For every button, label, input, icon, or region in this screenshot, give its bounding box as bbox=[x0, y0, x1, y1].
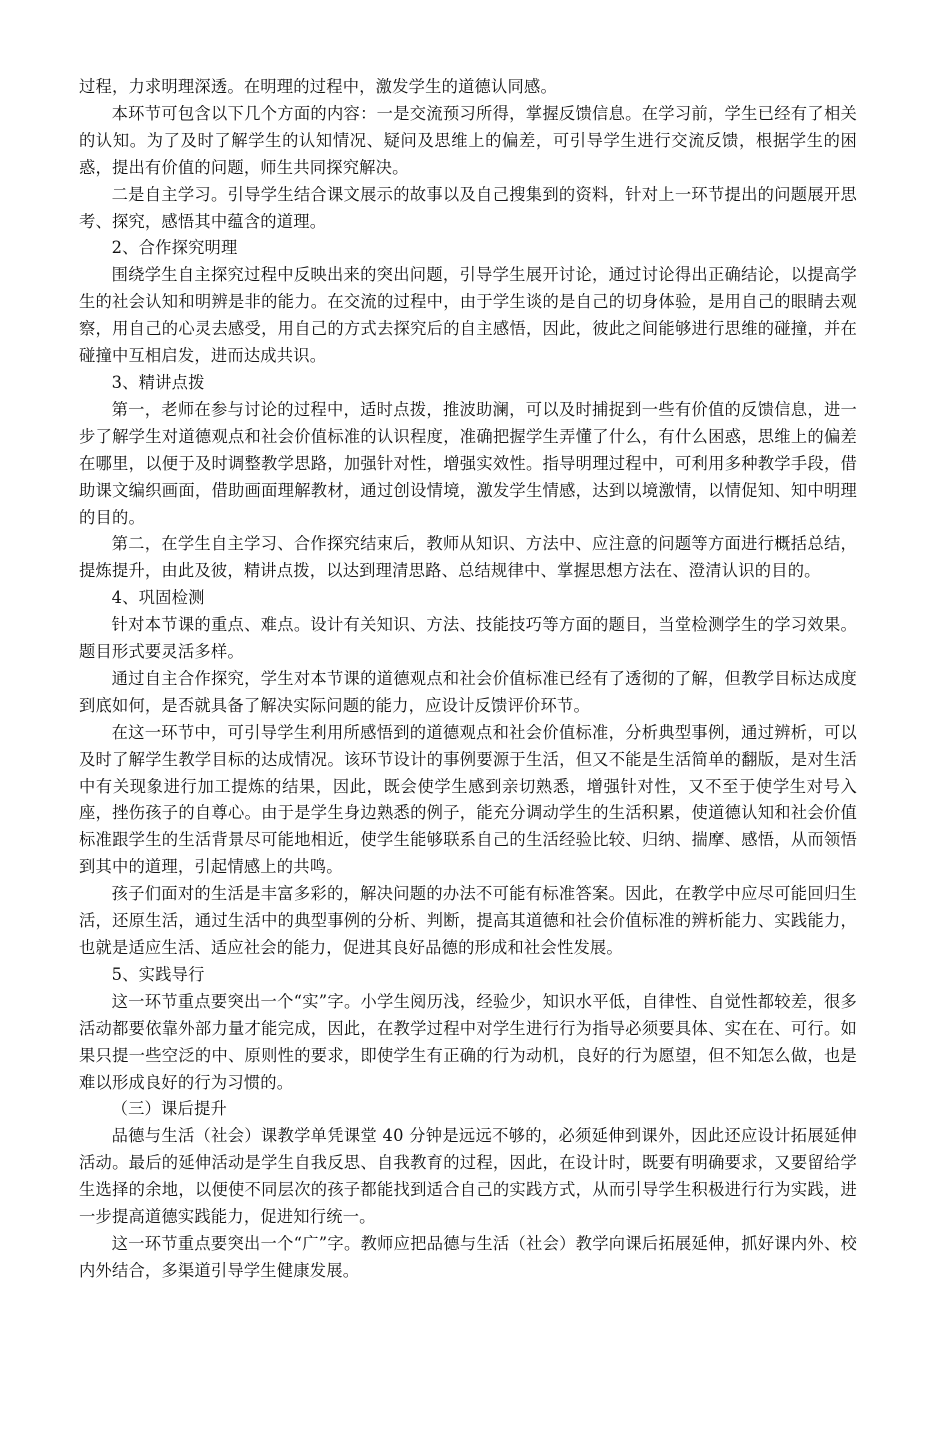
paragraph: 这一环节重点要突出一个“实”字。小学生阅历浅，经验少，知识水平低，自律性、自觉性都较差，很多活动都要依靠外部力量才能完成，因此，在教学过程中对学生进行行为指导必须要具体、实在在、可行。如果只提一些空泛的中、原则性的要求，即使学生有正确的行为动机，良好的行为愿望，但不知怎么做，也是难以形成良好的行为习惯的。 bbox=[79, 991, 857, 1092]
paragraph: 孩子们面对的生活是丰富多彩的，解决问题的办法不可能有标准答案。因此，在教学中应尽可能回归生活，还原生活，通过生活中的典型事例的分析、判断，提高其道德和社会价值标准的辨析能力、实践能力，也就是适应生活、适应社会的能力，促进其良好品德的形成和社会性发展。 bbox=[79, 884, 857, 957]
section-heading: 4、巩固检测 bbox=[111, 588, 205, 608]
paragraph: 品德与生活（社会）课教学单凭课堂 40 分钟是远远不够的，必须延伸到课外，因此还应设计拓展延伸活动。最后的延伸活动是学生自我反思、自我教育的过程，因此，在设计时，既要有明确要求，又要留给学生选择的余地，以便使不同层次的孩子都能找到适合自己的实践方式，从而引导学生积极进行行为实践，进一步提高道德实践能力，促进知行统一。 bbox=[79, 1126, 857, 1227]
paragraph: 针对本节课的重点、难点。设计有关知识、方法、技能技巧等方面的题目，当堂检测学生的学习效果。题目形式要灵活多样。 bbox=[79, 615, 857, 662]
paragraph: 在这一环节中，可引导学生利用所感悟到的道德观点和社会价值标准，分析典型事例，通过辨析，可以及时了解学生教学目标的达成情况。该环节设计的事例要源于生活，但又不能是生活简单的翻版，是对生活中有关现象进行加工提炼的结果，因此，既会使学生感到亲切熟悉，增强针对性，又不至于使学生对号入座，挫伤孩子的自尊心。由于是学生身边熟悉的例子，能充分调动学生的生活积累，使道德认知和社会价值标准跟学生的生活背景尽可能地相近，使学生能够联系自己的生活经验比较、归纳、揣摩、感悟，从而领悟到其中的道理，引起情感上的共鸣。 bbox=[79, 722, 857, 877]
paragraph: 过程，力求明理深透。在明理的过程中，激发学生的道德认同感。 bbox=[79, 77, 557, 96]
paragraph: 本环节可包含以下几个方面的内容：一是交流预习所得，掌握反馈信息。在学习前，学生已经有了相关的认知。为了及时了解学生的认知情况、疑问及思维上的偏差，可引导学生进行交流反馈，根据学生的困惑，提出有价值的问题，师生共同探究解决。 bbox=[79, 103, 857, 177]
section-heading: 5、实践导行 bbox=[111, 964, 205, 984]
paragraph: 二是自主学习。引导学生结合课文展示的故事以及自己搜集到的资料，针对上一环节提出的问题展开思考、探究，感悟其中蕴含的道理。 bbox=[79, 184, 857, 231]
paragraph: 围绕学生自主探究过程中反映出来的突出问题，引导学生展开讨论，通过讨论得出正确结论，以提高学生的社会认知和明辨是非的能力。在交流的过程中，由于学生谈的是自己的切身体验，是用自己的眼睛去观察，用自己的心灵去感受，用自己的方式去探究后的自主感悟，因此，彼此之间能够进行思维的碰撞，并在碰撞中互相启发，进而达成共识。 bbox=[79, 265, 857, 366]
paragraph: 通过自主合作探究，学生对本节课的道德观点和社会价值标准已经有了透彻的了解，但教学目标达成度到底如何，是否就具备了解决实际问题的能力，应设计反馈评价环节。 bbox=[79, 668, 857, 715]
section-heading: 2、合作探究明理 bbox=[111, 238, 238, 258]
section-heading: （三）课后提升 bbox=[111, 1099, 227, 1119]
paragraph: 这一环节重点要突出一个“广”字。教师应把品德与生活（社会）教学向课后拓展延伸，抓好课内外、校内外结合，多渠道引导学生健康发展。 bbox=[79, 1233, 857, 1280]
document-body bbox=[79, 74, 857, 1285]
section-heading: 3、精讲点拨 bbox=[111, 372, 205, 392]
paragraph: 第二，在学生自主学习、合作探究结束后，教师从知识、方法中、应注意的问题等方面进行概括总结，提炼提升，由此及彼，精讲点拨，以达到理清思路、总结规律中、掌握思想方法在、澄清认识的目的。 bbox=[79, 534, 857, 581]
paragraph: 第一，老师在参与讨论的过程中，适时点拨，推波助澜，可以及时捕捉到一些有价值的反馈信息，进一步了解学生对道德观点和社会价值标准的认识程度，准确把握学生弄懂了什么，有什么困惑，思维上的偏差在哪里，以便于及时调整教学思路，加强针对性，增强实效性。指导明理过程中，可利用多种教学手段，借助课文编织画面，借助画面理解教材，通过创设情境，激发学生情感，达到以境激情，以情促知、知中明理的目的。 bbox=[79, 399, 857, 527]
